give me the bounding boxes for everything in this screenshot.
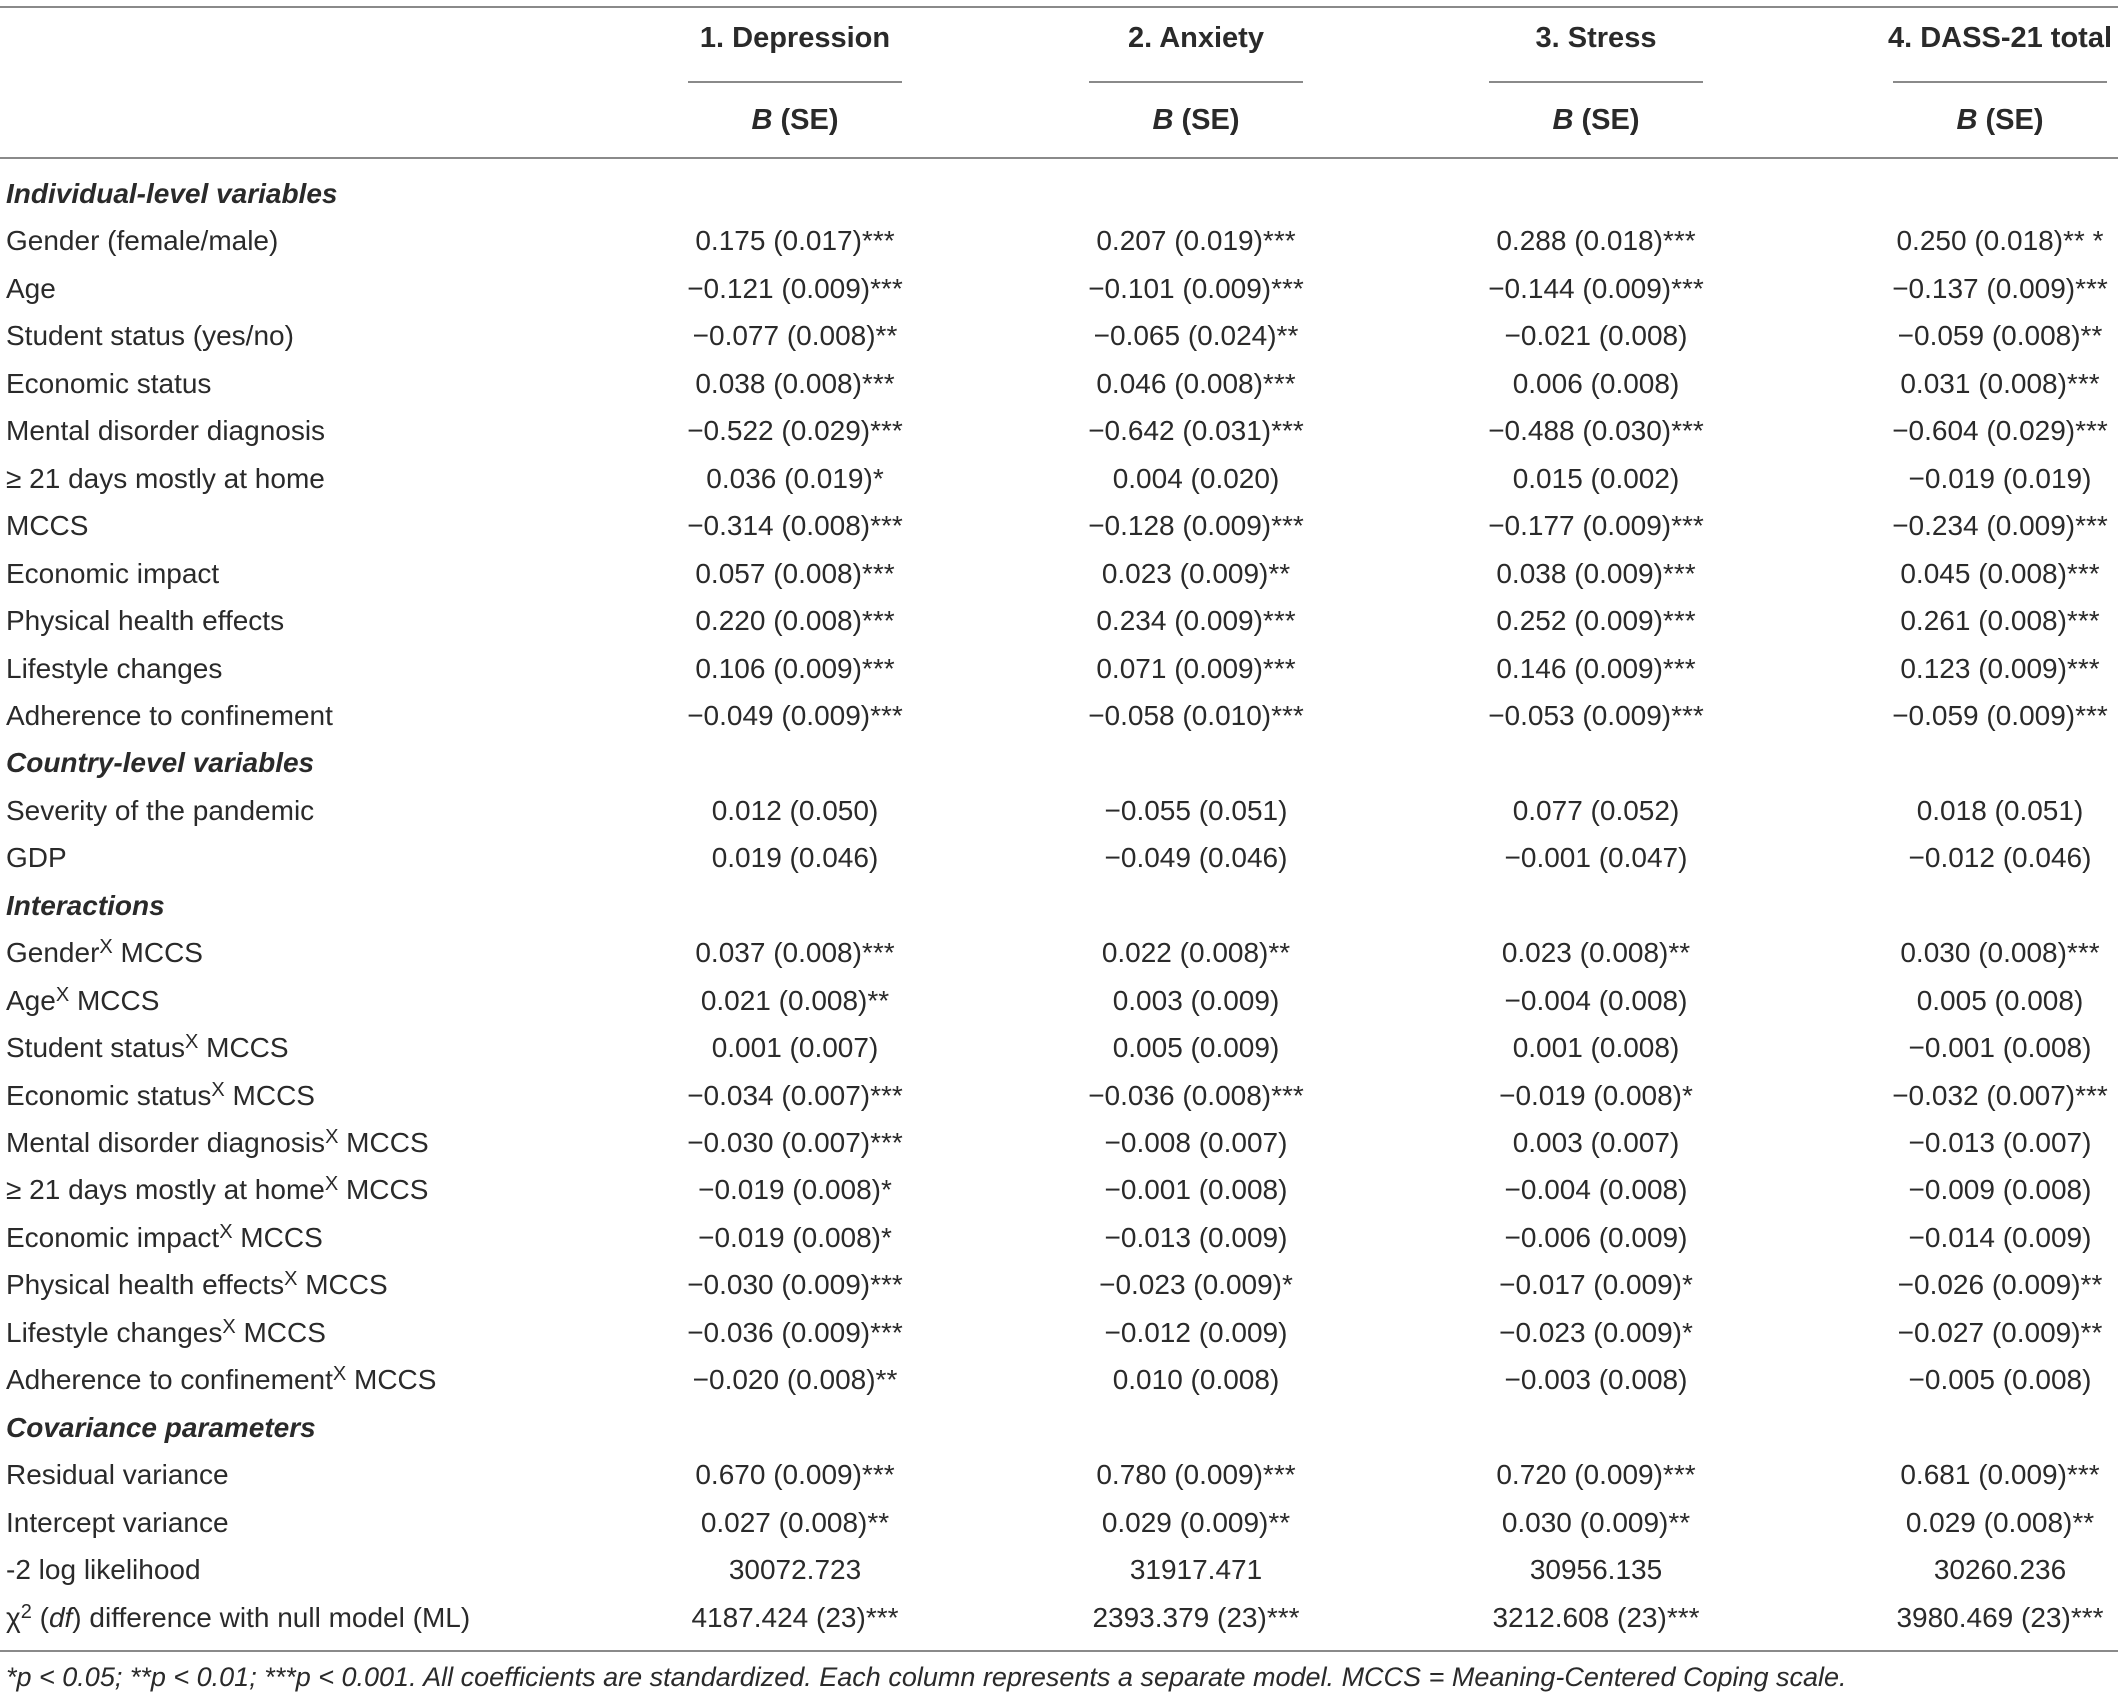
- table-cell: 0.038 (0.008)***: [695, 367, 895, 399]
- table-cell: 0.004 (0.020): [1112, 462, 1280, 494]
- table-cell: −0.522 (0.029)***: [687, 415, 903, 447]
- table-cell: 0.001 (0.007): [711, 1032, 879, 1064]
- table-cell: 3980.469 (23)***: [1896, 1601, 2104, 1633]
- table-cell: 0.175 (0.017)***: [695, 225, 895, 257]
- moderator-name: MCCS: [338, 1127, 429, 1158]
- standard-error-label: (SE): [1573, 104, 1640, 136]
- table-cell: −0.014 (0.009): [1908, 1221, 2092, 1253]
- bottom-rule: [0, 1650, 2118, 1652]
- row-label: Economic status: [6, 367, 212, 399]
- column-header-underline: [1893, 81, 2107, 83]
- row-label: Gender (female/male): [6, 225, 279, 257]
- column-subheader: [1396, 104, 1796, 137]
- table-cell: 0.123 (0.009)***: [1900, 652, 2100, 684]
- table-cell: 0.018 (0.051): [1916, 794, 2084, 826]
- table-row: [0, 1309, 2118, 1356]
- moderator-name: MCCS: [338, 1174, 429, 1206]
- table-row: [0, 360, 2118, 407]
- table-cell: 0.019 (0.046): [711, 842, 879, 874]
- column-header-underline: [688, 81, 902, 83]
- table-cell: 0.046 (0.008)***: [1096, 367, 1296, 399]
- table-cell: 0.261 (0.008)***: [1900, 605, 2100, 637]
- variable-name: Mental disorder diagnosis: [6, 1127, 326, 1158]
- table-row: [0, 1214, 2118, 1261]
- table-row: [0, 407, 2118, 454]
- table-row: [0, 1594, 2118, 1641]
- row-label: [6, 1309, 326, 1356]
- table-cell: −0.036 (0.009)***: [687, 1316, 903, 1348]
- table-cell: −0.012 (0.046): [1908, 842, 2092, 874]
- row-label: [6, 1261, 388, 1308]
- row-label: Student status (yes/no): [6, 320, 294, 352]
- table-cell: −0.023 (0.009)*: [1499, 1316, 1693, 1348]
- table-row: [0, 502, 2118, 549]
- standard-error-label: (SE): [772, 104, 839, 136]
- table-row: [0, 1356, 2118, 1403]
- table-cell: 0.037 (0.008)***: [695, 937, 895, 969]
- table-row: [0, 455, 2118, 502]
- interaction-symbol: X: [185, 1031, 199, 1054]
- table-cell: −0.001 (0.008): [1104, 1174, 1288, 1206]
- row-label: [6, 977, 159, 1024]
- table-row: [0, 550, 2118, 597]
- row-label: Age: [6, 272, 56, 304]
- table-row: [0, 834, 2118, 881]
- table-cell: 0.022 (0.008)**: [1101, 937, 1291, 969]
- table-cell: 31917.471: [1129, 1554, 1263, 1586]
- table-row: [0, 1451, 2118, 1498]
- moderator-name: MCCS: [297, 1269, 388, 1301]
- table-cell: −0.001 (0.047): [1504, 842, 1688, 874]
- table-cell: −0.049 (0.046): [1104, 842, 1288, 874]
- row-label: Adherence to confinement: [6, 699, 333, 731]
- table-row: [0, 645, 2118, 692]
- table-cell: 0.252 (0.009)***: [1496, 605, 1696, 637]
- variable-name: Adherence to confinement: [6, 1364, 333, 1396]
- table-cell: 0.038 (0.009)***: [1496, 557, 1696, 589]
- variable-name: Economic status: [6, 1079, 212, 1111]
- column-header-underline: [1089, 81, 1303, 83]
- table-cell: 0.045 (0.008)***: [1900, 557, 2100, 589]
- moderator-name: MCCS: [112, 937, 203, 969]
- column-header: 3. Stress: [1535, 22, 1657, 54]
- table-row: [0, 1072, 2118, 1119]
- column-subheader: [996, 104, 1396, 137]
- table-cell: −0.023 (0.009)*: [1099, 1269, 1293, 1301]
- moderator-name: MCCS: [224, 1079, 315, 1111]
- table-cell: −0.020 (0.008)**: [692, 1364, 898, 1396]
- table-cell: 0.010 (0.008): [1112, 1364, 1280, 1396]
- label-text: (: [31, 1601, 49, 1633]
- table-cell: −0.013 (0.009): [1104, 1221, 1288, 1253]
- table-cell: −0.032 (0.007)***: [1892, 1079, 2108, 1111]
- table-row: [0, 265, 2118, 312]
- table-row: [0, 692, 2118, 739]
- variable-name: Student status: [6, 1032, 186, 1064]
- variable-name: Economic impact: [6, 1221, 220, 1253]
- coefficient-symbol: B: [1552, 104, 1574, 136]
- moderator-name: MCCS: [198, 1032, 289, 1064]
- table-cell: −0.004 (0.008): [1504, 984, 1688, 1016]
- table-cell: −0.065 (0.024)**: [1093, 320, 1299, 352]
- top-rule: [0, 6, 2118, 8]
- row-label: [6, 1356, 436, 1403]
- table-row: [0, 1499, 2118, 1546]
- row-label: ≥ 21 days mostly at home: [6, 462, 325, 494]
- header-rule: [0, 157, 2118, 159]
- table-cell: −0.021 (0.008): [1504, 320, 1688, 352]
- section-header: [0, 882, 2118, 929]
- table-cell: −0.019 (0.008)*: [698, 1221, 892, 1253]
- table-cell: 0.071 (0.009)***: [1096, 652, 1296, 684]
- table-cell: 0.015 (0.002): [1512, 462, 1680, 494]
- table-row: [0, 787, 2118, 834]
- row-label: [6, 1024, 289, 1071]
- table-cell: 0.146 (0.009)***: [1496, 652, 1696, 684]
- table-cell: 0.027 (0.008)**: [700, 1506, 890, 1538]
- table-cell: −0.019 (0.008)*: [1499, 1079, 1693, 1111]
- chi-symbol: χ: [6, 1601, 21, 1633]
- table-cell: −0.005 (0.008): [1908, 1364, 2092, 1396]
- table-row: [0, 1166, 2118, 1213]
- table-cell: −0.026 (0.009)**: [1897, 1269, 2103, 1301]
- table-cell: −0.642 (0.031)***: [1088, 415, 1304, 447]
- table-cell: −0.019 (0.019): [1908, 462, 2092, 494]
- row-label: [6, 1214, 323, 1261]
- interaction-symbol: X: [219, 1220, 233, 1243]
- interaction-symbol: X: [332, 1363, 347, 1386]
- table-row: [0, 312, 2118, 359]
- row-label: [6, 1072, 315, 1119]
- table-cell: −0.077 (0.008)**: [692, 320, 898, 352]
- table-cell: 30260.236: [1933, 1554, 2067, 1586]
- table-cell: −0.034 (0.007)***: [687, 1079, 903, 1111]
- table-cell: 0.005 (0.009): [1112, 1032, 1280, 1064]
- table-cell: 0.106 (0.009)***: [695, 652, 895, 684]
- df-symbol: df: [48, 1601, 73, 1633]
- table-cell: 0.023 (0.009)**: [1101, 557, 1291, 589]
- table-cell: −0.177 (0.009)***: [1488, 510, 1704, 542]
- row-label: Lifestyle changes: [6, 652, 223, 684]
- table-cell: 0.021 (0.008)**: [700, 984, 890, 1016]
- table-cell: 0.681 (0.009)***: [1900, 1459, 2100, 1491]
- moderator-name: MCCS: [232, 1221, 323, 1253]
- table-cell: 0.012 (0.050): [711, 794, 879, 826]
- table-row: [0, 929, 2118, 976]
- table-cell: −0.019 (0.008)*: [698, 1174, 892, 1206]
- table-cell: 30072.723: [728, 1554, 862, 1586]
- table-cell: −0.049 (0.009)***: [687, 699, 903, 731]
- table-cell: −0.101 (0.009)***: [1088, 272, 1304, 304]
- table-row: [0, 977, 2118, 1024]
- table-cell: −0.053 (0.009)***: [1488, 699, 1704, 731]
- column-header-underline: [1489, 81, 1703, 83]
- coefficient-symbol: B: [1152, 104, 1174, 136]
- table-cell: 3212.608 (23)***: [1492, 1601, 1700, 1633]
- table-cell: −0.059 (0.008)**: [1897, 320, 2103, 352]
- column-header: 4. DASS-21 total: [1888, 22, 2112, 54]
- moderator-name: MCCS: [346, 1364, 437, 1396]
- table-cell: 0.006 (0.008): [1512, 367, 1680, 399]
- table-row: [0, 597, 2118, 644]
- interaction-symbol: X: [99, 936, 113, 959]
- table-cell: 0.029 (0.008)**: [1905, 1506, 2095, 1538]
- table-cell: −0.008 (0.007): [1104, 1127, 1288, 1158]
- standard-error-label: (SE): [1173, 104, 1240, 136]
- variable-name: ≥ 21 days mostly at home: [6, 1174, 325, 1206]
- table-cell: −0.055 (0.051): [1104, 794, 1288, 826]
- section-header: [0, 170, 2118, 217]
- interaction-symbol: X: [324, 1173, 339, 1196]
- column-header: 1. Depression: [699, 22, 891, 54]
- table-cell: 0.670 (0.009)***: [695, 1459, 895, 1491]
- table-cell: −0.144 (0.009)***: [1488, 272, 1704, 304]
- table-cell: 0.001 (0.008): [1512, 1032, 1680, 1064]
- table-cell: 0.057 (0.008)***: [695, 557, 895, 589]
- row-label: Interactions: [6, 889, 165, 921]
- table-cell: 0.288 (0.018)***: [1496, 225, 1696, 257]
- table-cell: 0.029 (0.009)**: [1101, 1506, 1291, 1538]
- column-header: 2. Anxiety: [1128, 22, 1264, 54]
- variable-name: Lifestyle changes: [6, 1316, 223, 1348]
- row-label: [6, 929, 203, 976]
- row-label: Mental disorder diagnosis: [6, 415, 326, 447]
- table-cell: 0.036 (0.019)*: [706, 462, 884, 494]
- row-label: [6, 1594, 470, 1641]
- table-cell: 0.003 (0.009): [1112, 984, 1280, 1016]
- standard-error-label: (SE): [1977, 104, 2044, 136]
- table-cell: −0.128 (0.009)***: [1088, 510, 1304, 542]
- table-cell: −0.003 (0.008): [1504, 1364, 1688, 1396]
- table-cell: 0.077 (0.052): [1512, 794, 1680, 826]
- row-label: MCCS: [6, 510, 89, 542]
- table-cell: −0.030 (0.009)***: [687, 1269, 903, 1301]
- table-cell: −0.004 (0.008): [1504, 1174, 1688, 1206]
- table-cell: 0.234 (0.009)***: [1096, 605, 1296, 637]
- row-label: Intercept variance: [6, 1506, 229, 1538]
- interaction-symbol: X: [325, 1126, 339, 1148]
- table-row: [0, 1261, 2118, 1308]
- row-label: -2 log likelihood: [6, 1554, 201, 1586]
- table-cell: 4187.424 (23)***: [691, 1601, 899, 1633]
- table-cell: −0.314 (0.008)***: [687, 510, 903, 542]
- table-cell: −0.058 (0.010)***: [1088, 699, 1304, 731]
- table-cell: 30956.135: [1529, 1554, 1663, 1586]
- variable-name: Gender: [6, 937, 100, 969]
- table-cell: 0.005 (0.008): [1916, 984, 2084, 1016]
- interaction-symbol: X: [284, 1268, 298, 1291]
- coefficient-symbol: B: [751, 104, 773, 136]
- column-subheader: [1800, 104, 2118, 137]
- table-cell: 0.031 (0.008)***: [1900, 367, 2100, 399]
- table-cell: −0.017 (0.009)*: [1499, 1269, 1693, 1301]
- moderator-name: MCCS: [69, 984, 160, 1016]
- row-label: GDP: [6, 842, 67, 874]
- row-label: Residual variance: [6, 1459, 229, 1491]
- table-cell: −0.027 (0.009)**: [1897, 1316, 2103, 1348]
- column-subheader: [595, 104, 995, 137]
- row-label: [6, 1119, 429, 1166]
- table-cell: −0.137 (0.009)***: [1892, 272, 2108, 304]
- table-cell: −0.006 (0.009): [1504, 1221, 1688, 1253]
- table-cell: 0.030 (0.009)**: [1501, 1506, 1691, 1538]
- table-cell: −0.030 (0.007)***: [687, 1127, 903, 1158]
- interaction-symbol: X: [55, 983, 70, 1006]
- table-cell: 0.780 (0.009)***: [1096, 1459, 1296, 1491]
- moderator-name: MCCS: [235, 1316, 326, 1348]
- variable-name: Physical health effects: [6, 1269, 285, 1301]
- section-header: [0, 739, 2118, 786]
- variable-name: Age: [6, 984, 56, 1016]
- table-footnote: *p < 0.05; **p < 0.01; ***p < 0.001. All coefficients are standardized. Each column represents a separate model. MCCS = Meaning-Centered Coping scale.: [6, 1662, 1847, 1692]
- table-cell: −0.604 (0.029)***: [1892, 415, 2108, 447]
- table-row: [0, 1546, 2118, 1593]
- table-cell: 2393.379 (23)***: [1092, 1601, 1300, 1633]
- table-row: [0, 1119, 2118, 1166]
- table-cell: 0.250 (0.018)** *: [1896, 225, 2104, 257]
- row-label: Physical health effects: [6, 605, 285, 637]
- row-label: [6, 1166, 428, 1213]
- row-label: Economic impact: [6, 557, 220, 589]
- table-cell: −0.488 (0.030)***: [1488, 415, 1704, 447]
- table-cell: −0.234 (0.009)***: [1892, 510, 2108, 542]
- table-row: [0, 1024, 2118, 1071]
- table-cell: −0.001 (0.008): [1908, 1032, 2092, 1064]
- chi-exponent: 2: [20, 1600, 32, 1623]
- table-cell: 0.003 (0.007): [1512, 1127, 1680, 1158]
- table-cell: −0.013 (0.007): [1908, 1127, 2092, 1158]
- table-cell: 0.220 (0.008)***: [695, 605, 895, 637]
- interaction-symbol: X: [211, 1078, 225, 1101]
- row-label: Covariance parameters: [6, 1411, 316, 1443]
- table-cell: 0.030 (0.008)***: [1900, 937, 2100, 969]
- table-cell: −0.012 (0.009): [1104, 1316, 1288, 1348]
- table-cell: −0.009 (0.008): [1908, 1174, 2092, 1206]
- table-cell: 0.023 (0.008)**: [1501, 937, 1691, 969]
- table-cell: 0.207 (0.019)***: [1096, 225, 1296, 257]
- section-header: [0, 1404, 2118, 1451]
- row-label: Severity of the pandemic: [6, 794, 315, 826]
- row-label: Country-level variables: [6, 747, 315, 779]
- row-label: Individual-level variables: [6, 178, 338, 209]
- label-text: ) difference with null model (ML): [72, 1601, 471, 1633]
- table-cell: 0.720 (0.009)***: [1496, 1459, 1696, 1491]
- table-cell: −0.059 (0.009)***: [1892, 699, 2108, 731]
- table-row: [0, 217, 2118, 264]
- table-cell: −0.121 (0.009)***: [687, 272, 903, 304]
- table-cell: −0.036 (0.008)***: [1088, 1079, 1304, 1111]
- coefficient-symbol: B: [1956, 104, 1978, 136]
- interaction-symbol: X: [222, 1315, 236, 1338]
